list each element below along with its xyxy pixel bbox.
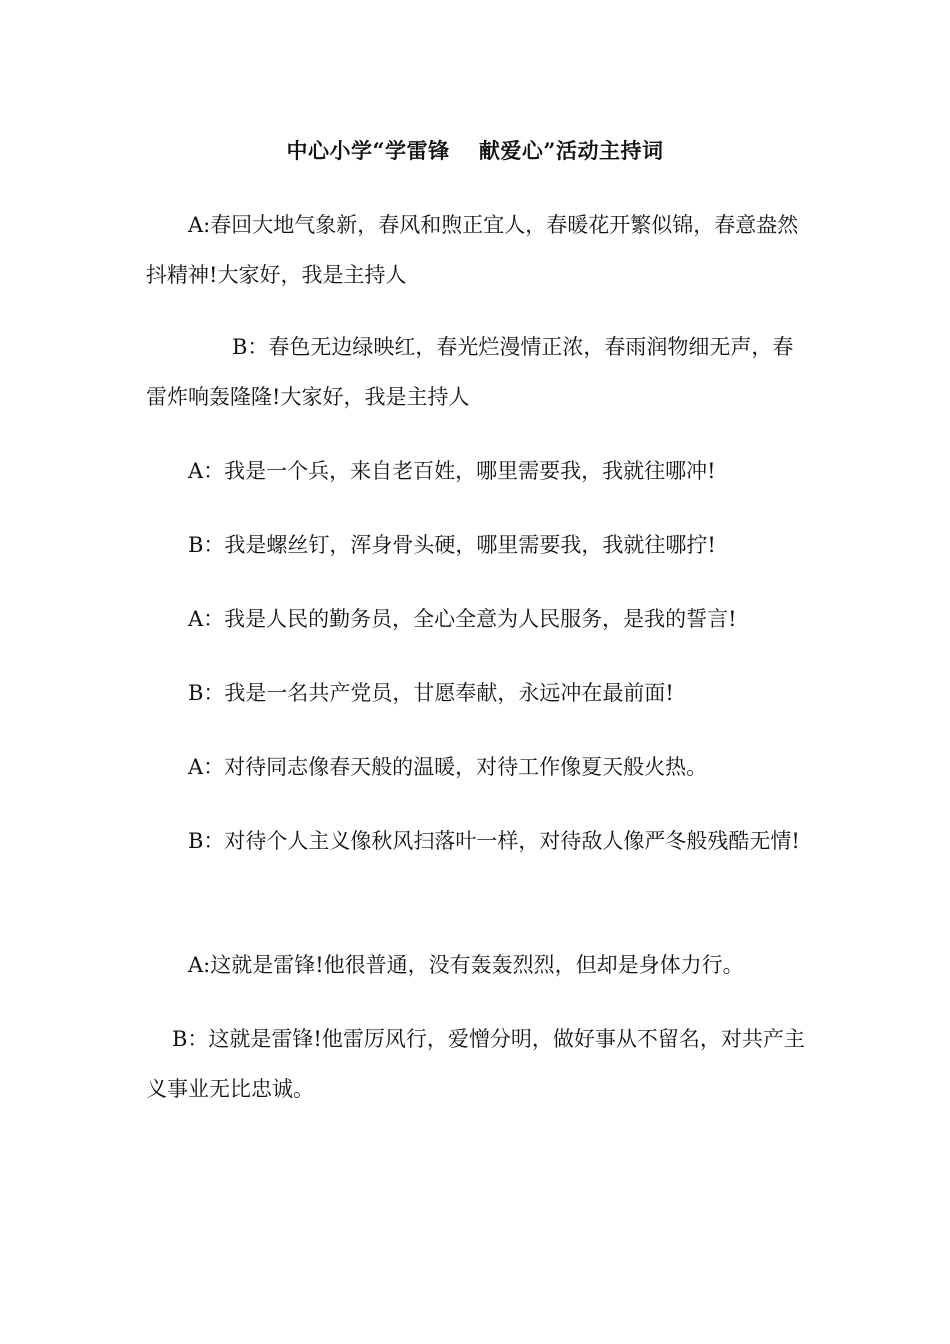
paragraph-8: B：对待个人主义像秋风扫落叶一样，对待敌人像严冬般残酷无情! xyxy=(188,829,800,853)
paragraph-10: B：这就是雷锋!他雷厉风行，爱憎分明，做好事从不留名，对共产主义事业无比忠诚。 xyxy=(146,1027,805,1101)
paragraph-5: A：我是人民的勤务员，全心全意为人民服务，是我的誓言! xyxy=(188,607,737,631)
paragraph-7: A：对待同志像春天般的温暖，对待工作像夏天般火热。 xyxy=(188,755,708,779)
document-title: 中心小学“学雷锋 献爱心”活动主持词 xyxy=(286,138,664,163)
paragraph-6: B：我是一名共产党员，甘愿奉献，永远冲在最前面! xyxy=(188,681,674,705)
paragraph-1: A:春回大地气象新，春风和煦正宜人，春暖花开繁似锦，春意盎然抖精神!大家好，我是主持人 xyxy=(146,213,799,287)
paragraph-2: B：春色无边绿映红，春光烂漫情正浓，春雨润物细无声，春雷炸响轰隆隆!大家好，我是主持人 xyxy=(146,335,794,409)
paragraph-3: A：我是一个兵，来自老百姓，哪里需要我，我就往哪冲! xyxy=(188,459,716,483)
paragraph-4: B：我是螺丝钉，浑身骨头硬，哪里需要我，我就往哪拧! xyxy=(188,533,716,557)
paragraph-9: A:这就是雷锋!他很普通，没有轰轰烈烈，但却是身体力行。 xyxy=(188,953,744,977)
